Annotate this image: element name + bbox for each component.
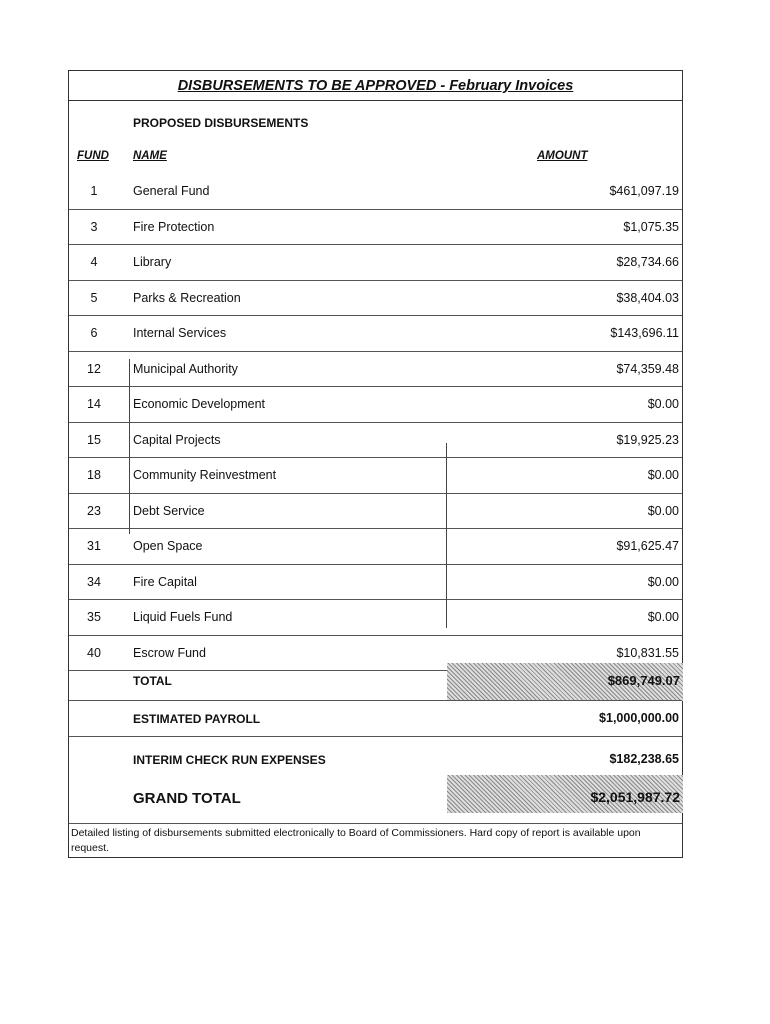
disbursement-sheet <box>68 70 683 858</box>
payroll-amount: $1,000,000.00 <box>599 711 679 725</box>
payroll-row <box>69 701 682 737</box>
fund-number: 23 <box>87 503 101 518</box>
name-column-header: NAME <box>133 150 167 162</box>
amount-column-divider <box>446 443 447 628</box>
fund-row <box>69 565 682 601</box>
fund-name: Community Reinvestment <box>133 468 277 482</box>
fund-amount: $1,075.35 <box>623 219 679 234</box>
sheet-title: DISBURSEMENTS TO BE APPROVED - February Invoices <box>69 71 682 101</box>
fund-row <box>69 174 682 210</box>
fund-number: 6 <box>90 326 98 340</box>
payroll-label: ESTIMATED PAYROLL <box>133 712 261 726</box>
fund-amount: $91,625.47 <box>616 539 679 553</box>
footnote: Detailed listing of disbursements submitted electronically to Board of Commissioners. Hard copy of report is available upon request. <box>69 823 682 856</box>
fund-name: Liquid Fuels Fund <box>133 610 233 624</box>
interim-label: INTERIM CHECK RUN EXPENSES <box>133 753 326 767</box>
fund-number: 12 <box>87 361 101 376</box>
fund-number: 5 <box>90 290 98 305</box>
fund-amount: $19,925.23 <box>616 432 679 447</box>
fund-amount: $0.00 <box>647 574 679 589</box>
fund-row <box>69 245 682 281</box>
fund-number: 4 <box>90 255 98 269</box>
fund-amount: $0.00 <box>647 503 679 518</box>
fund-name: Municipal Authority <box>133 361 238 376</box>
fund-amount: $28,734.66 <box>616 255 679 269</box>
fund-row <box>69 529 682 565</box>
fund-number: 3 <box>90 219 98 234</box>
fund-amount: $0.00 <box>647 610 679 624</box>
fund-row <box>69 316 682 352</box>
fund-amount: $74,359.48 <box>616 361 679 376</box>
interim-row <box>69 737 682 775</box>
fund-number: 40 <box>87 645 101 660</box>
fund-number: 34 <box>87 574 101 589</box>
fund-name: Fire Capital <box>133 574 197 589</box>
fund-number: 15 <box>87 432 101 447</box>
fund-amount: $143,696.11 <box>610 326 679 340</box>
fund-amount: $0.00 <box>647 397 679 411</box>
fund-row <box>69 352 682 388</box>
fund-amount: $38,404.03 <box>616 290 679 305</box>
fund-row <box>69 458 682 494</box>
fund-column-header: FUND <box>77 150 109 162</box>
fund-row <box>69 494 682 530</box>
fund-name: Parks & Recreation <box>133 290 241 305</box>
fund-row <box>69 600 682 636</box>
fund-number: 14 <box>87 397 101 411</box>
interim-amount: $182,238.65 <box>609 752 679 766</box>
fund-number: 31 <box>87 539 101 553</box>
total-amount: $869,749.07 <box>607 673 680 688</box>
fund-row <box>69 423 682 459</box>
fund-name: General Fund <box>133 184 210 198</box>
fund-name: Escrow Fund <box>133 645 206 660</box>
fund-name: Debt Service <box>133 503 205 518</box>
grand-total-amount: $2,051,987.72 <box>590 789 680 805</box>
fund-row <box>69 210 682 246</box>
fund-amount: $0.00 <box>647 468 679 482</box>
total-label: TOTAL <box>133 674 172 688</box>
total-row <box>69 663 682 701</box>
fund-number: 18 <box>87 468 101 482</box>
fund-number: 35 <box>87 610 101 624</box>
grand-total-row <box>69 775 682 813</box>
name-column-divider <box>129 359 130 534</box>
fund-name: Economic Development <box>133 397 266 411</box>
fund-name: Library <box>133 255 172 269</box>
fund-row <box>69 387 682 423</box>
proposed-disbursements-heading: PROPOSED DISBURSEMENTS <box>133 116 309 130</box>
fund-name: Internal Services <box>133 326 227 340</box>
fund-name: Fire Protection <box>133 219 215 234</box>
fund-name: Capital Projects <box>133 432 221 447</box>
fund-amount: $461,097.19 <box>609 184 679 198</box>
amount-column-header: AMOUNT <box>537 150 588 162</box>
grand-total-label: GRAND TOTAL <box>133 790 241 807</box>
fund-amount: $10,831.55 <box>616 645 679 660</box>
fund-number: 1 <box>90 184 98 198</box>
fund-row <box>69 281 682 317</box>
fund-name: Open Space <box>133 539 203 553</box>
